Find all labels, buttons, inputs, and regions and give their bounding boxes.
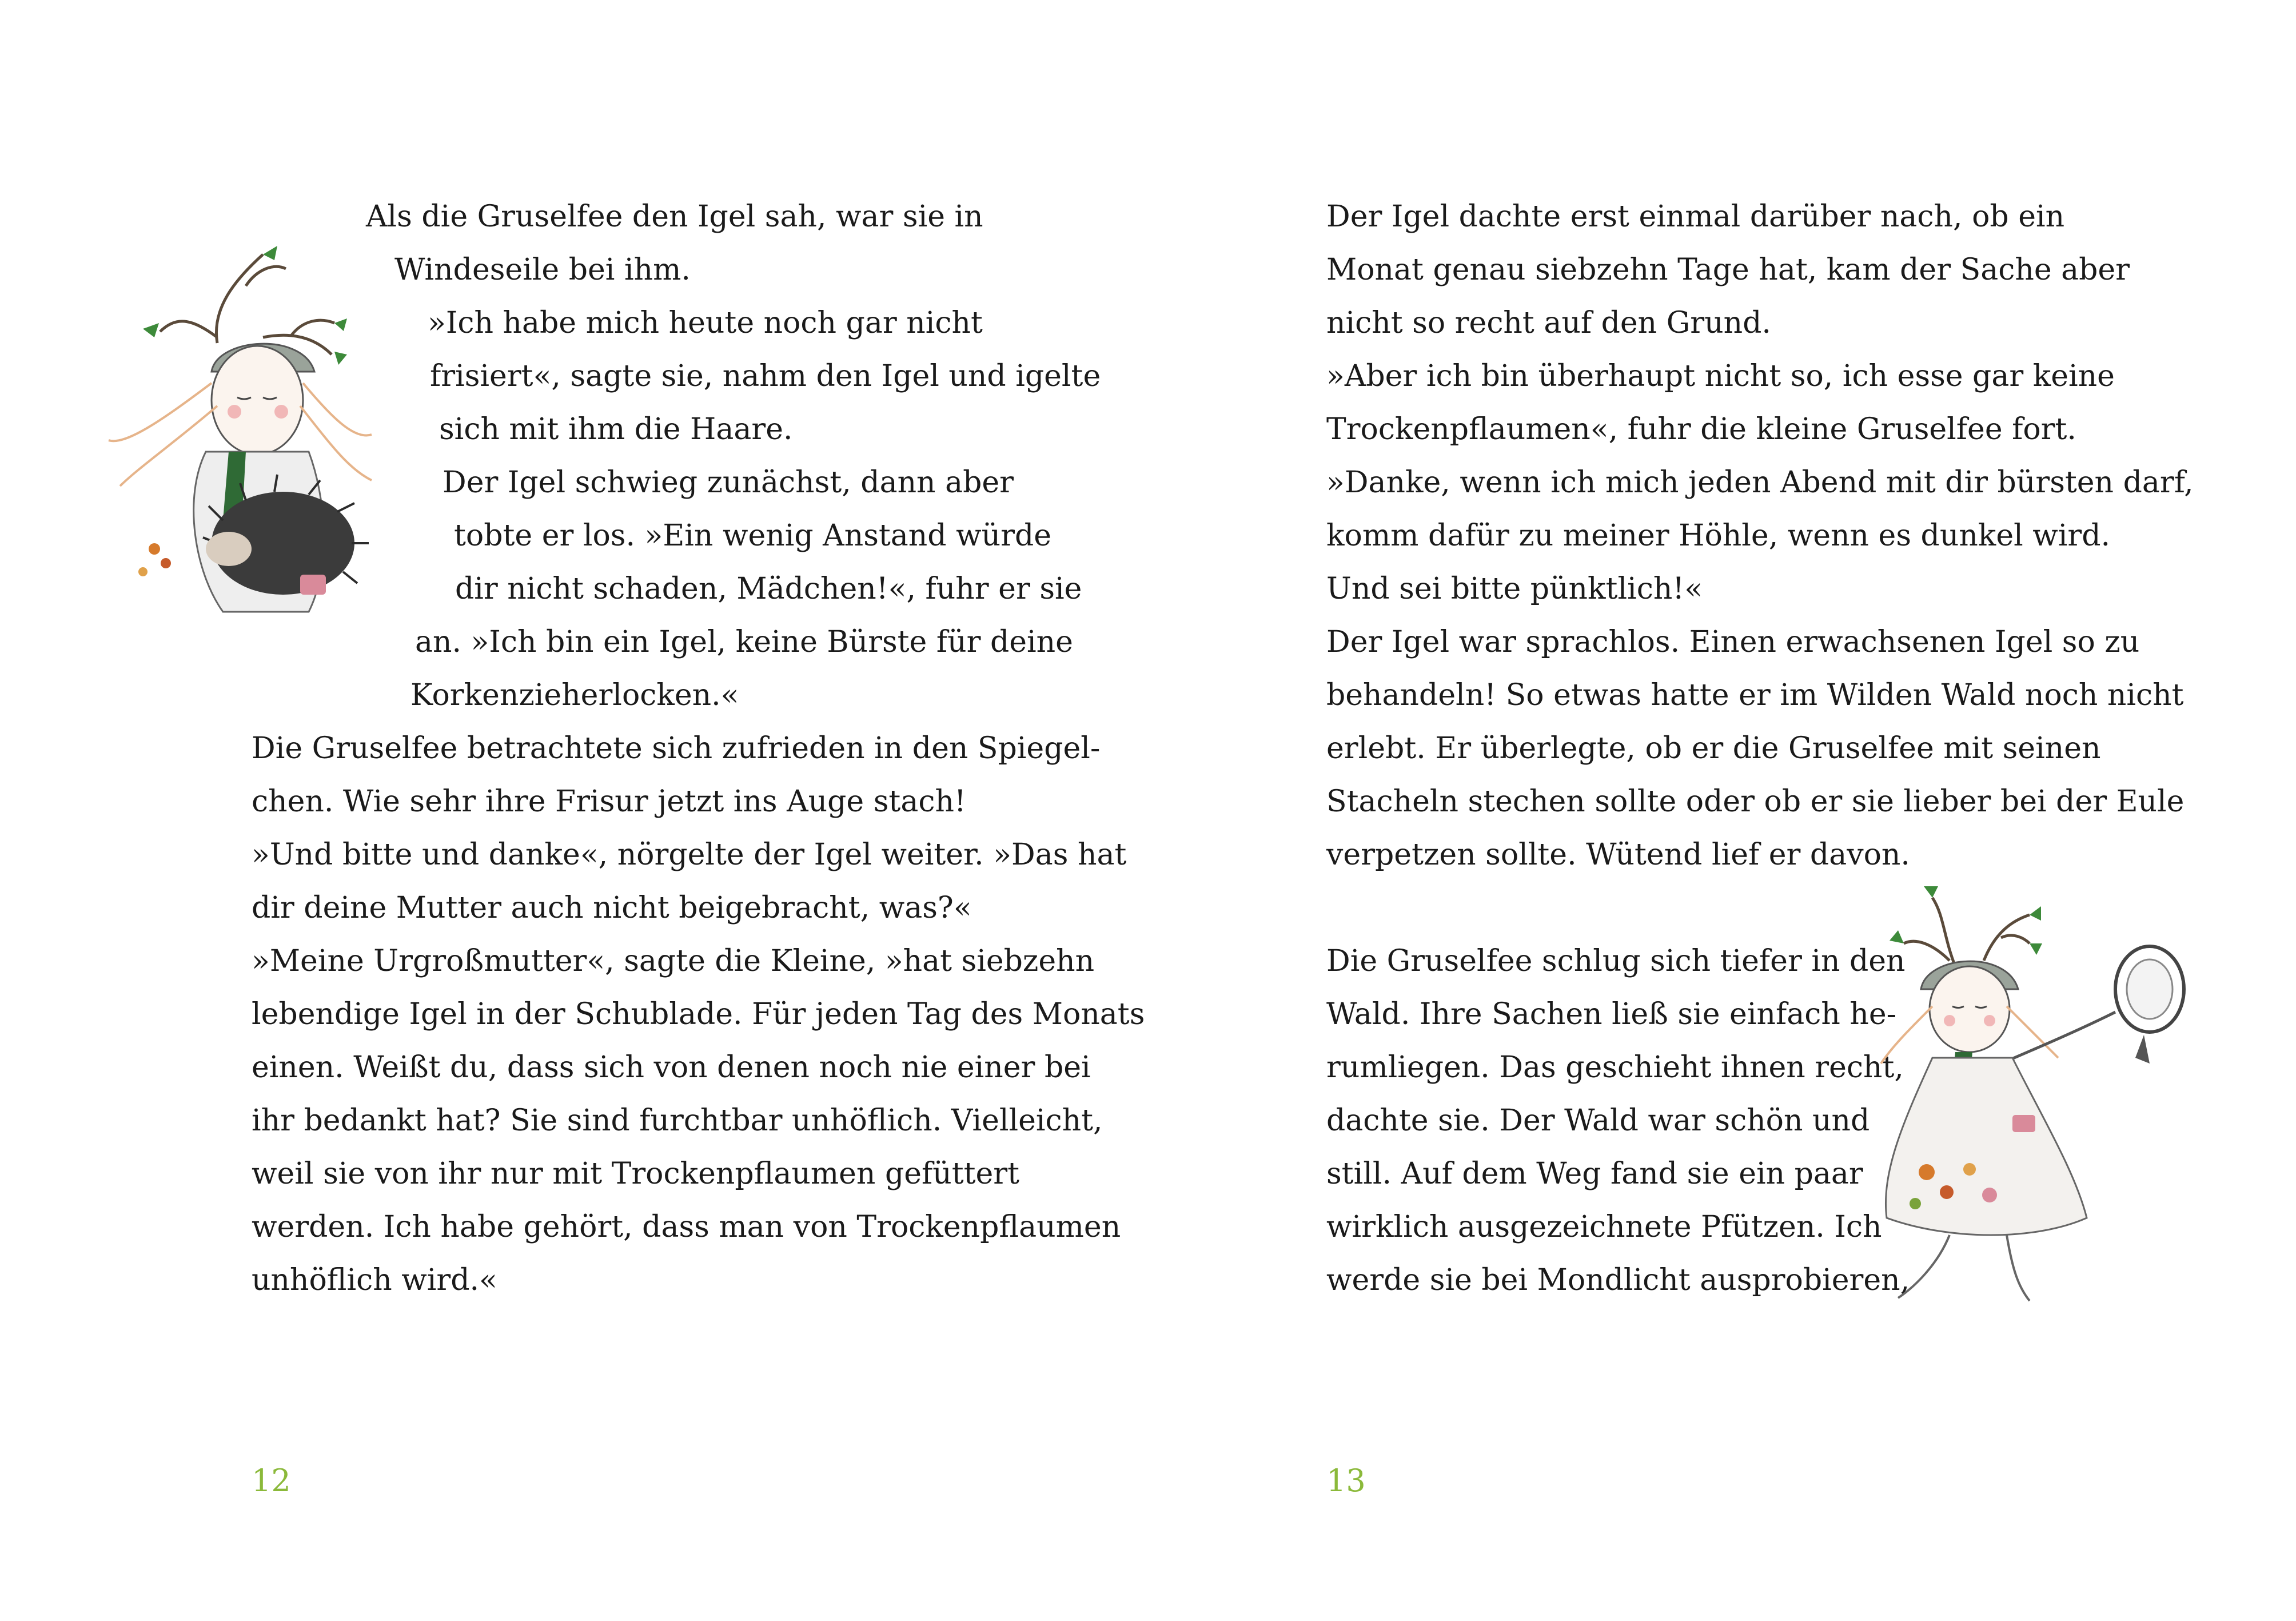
text-line: dir deine Mutter auch nicht beigebracht, was?« [252,891,972,925]
text-line: tobte er los. »Ein wenig Anstand würde [454,519,1052,553]
text-line: nicht so recht auf den Grund. [1326,306,1771,340]
text-line: Als die Gruselfee den Igel sah, war sie in [366,200,983,234]
page-number: 13 [1326,1463,1366,1499]
text-line: Stacheln stechen sollte oder ob er sie lieber bei der Eule [1326,784,2185,819]
text-line: Der Igel dachte erst einmal darüber nach, ob ein [1326,200,2065,234]
text-line: chen. Wie sehr ihre Frisur jetzt ins Auge stach! [252,784,966,819]
text-line: Trockenpflaumen«, fuhr die kleine Gruselfee fort. [1326,412,2076,447]
text-line: frisiert«, sagte sie, nahm den Igel und igelte [430,359,1101,393]
text-line: »Aber ich bin überhaupt nicht so, ich esse gar keine [1326,359,2115,393]
page-number: 12 [252,1463,291,1499]
text-line: Monat genau siebzehn Tage hat, kam der Sache aber [1326,253,2130,287]
text-line: rumliegen. Das geschieht ihnen recht, [1326,1050,1904,1085]
text-line: wirklich ausgezeichnete Pfützen. Ich [1326,1210,1882,1244]
text-line: ihr bedankt hat? Sie sind furchtbar unhöflich. Vielleicht, [252,1104,1103,1138]
text-line: Der Igel war sprachlos. Einen erwachsenen Igel so zu [1326,625,2140,659]
text-line: »Danke, wenn ich mich jeden Abend mit dir bürsten darf, [1326,465,2194,500]
text-line: unhöflich wird.« [252,1263,497,1297]
text-line: sich mit ihm die Haare. [439,412,793,447]
text-line: komm dafür zu meiner Höhle, wenn es dunkel wird. [1326,519,2111,553]
text-line: still. Auf dem Weg fand sie ein paar [1326,1157,1863,1191]
text-line: Der Igel schwieg zunächst, dann aber [443,465,1014,500]
text-line: Windeseile bei ihm. [394,253,691,287]
text-line: Und sei bitte pünktlich!« [1326,572,1703,606]
text-line: behandeln! So etwas hatte er im Wilden Wald noch nicht [1326,678,2184,712]
text-line: Die Gruselfee betrachtete sich zufrieden in den Spiegel- [252,731,1101,766]
text-line: einen. Weißt du, dass sich von denen noch nie einer bei [252,1050,1091,1085]
text-line: verpetzen sollte. Wütend lief er davon. [1326,838,1910,872]
text-line: Korkenzieherlocken.« [410,678,739,712]
text-line: »Und bitte und danke«, nörgelte der Igel weiter. »Das hat [252,838,1127,872]
text-line: weil sie von ihr nur mit Trockenpflaumen gefüttert [252,1157,1020,1191]
text-line: »Ich habe mich heute noch gar nicht [428,306,983,340]
text-line: »Meine Urgroßmutter«, sagte die Kleine, »hat siebzehn [252,944,1095,978]
text-line: erlebt. Er überlegte, ob er die Gruselfee mit seinen [1326,731,2101,766]
text-line: lebendige Igel in der Schublade. Für jeden Tag des Monats [252,997,1145,1031]
fairy-hedgehog-illustration [74,200,417,635]
text-line: an. »Ich bin ein Igel, keine Bürste für deine [415,625,1073,659]
fairy-mirror-illustration [1847,875,2247,1309]
text-line: Die Gruselfee schlug sich tiefer in den [1326,944,1906,978]
text-line: dachte sie. Der Wald war schön und [1326,1104,1870,1138]
text-line: dir nicht schaden, Mädchen!«, fuhr er sie [455,572,1082,606]
text-line: Wald. Ihre Sachen ließ sie einfach he- [1326,997,1897,1031]
text-line: werden. Ich habe gehört, dass man von Trockenpflaumen [252,1210,1121,1244]
text-line: werde sie bei Mondlicht ausprobieren, [1326,1263,1910,1297]
